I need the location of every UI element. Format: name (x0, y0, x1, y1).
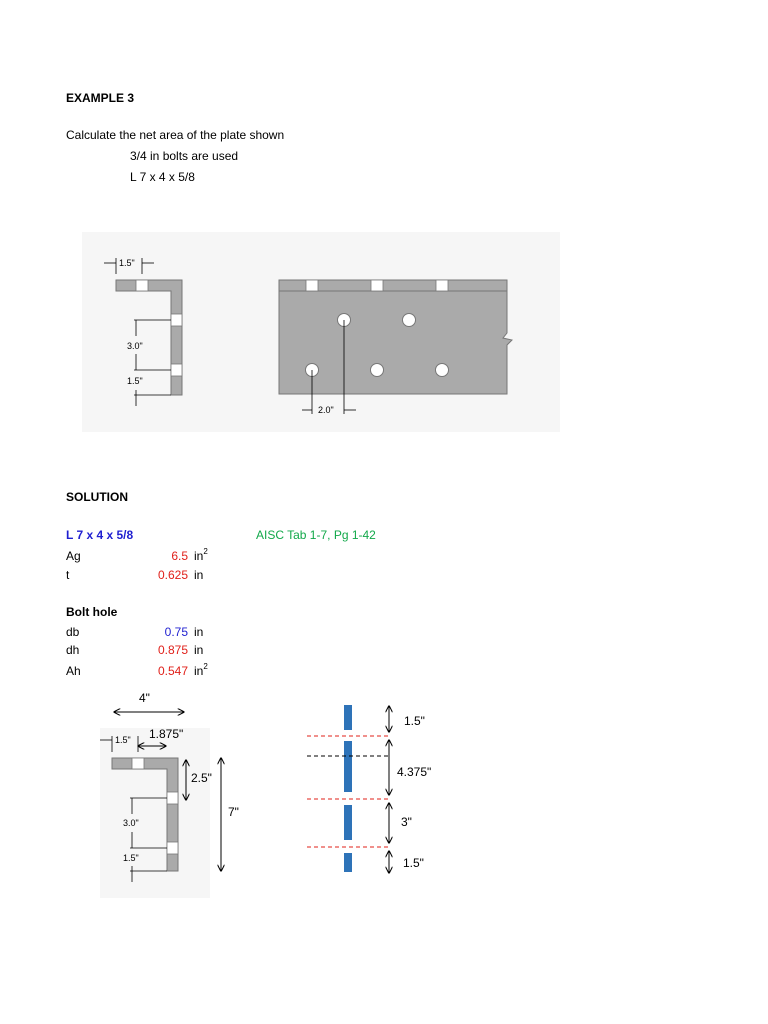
fig2-gauge-dim: 1.875" (149, 727, 184, 741)
bolt-spec: 3/4 in bolts are used (130, 149, 239, 163)
strip-dim-2: 4.375" (397, 765, 432, 779)
fig2-leg-dim: 2.5" (191, 771, 212, 785)
prop-ah-name: Ah (66, 664, 81, 678)
prop-ag-name: Ag (66, 549, 81, 563)
prop-ah-value: 0.547 (157, 664, 188, 678)
figure-1-angle-and-plate (0, 230, 768, 460)
bolt-hole-title: Bolt hole (66, 605, 118, 619)
fig1-dim-top: 1.5" (119, 258, 135, 268)
figure-3-hole-strip (0, 700, 768, 890)
solution-section-label: L 7 x 4 x 5/8 (66, 528, 134, 542)
prop-t-value: 0.625 (157, 568, 188, 582)
prop-dh-value: 0.875 (157, 643, 188, 657)
prop-ag-unit-sup: 2 (203, 547, 208, 556)
fig2-dim-top: 1.5" (115, 735, 131, 745)
fig1-dim-bottom: 1.5" (127, 376, 143, 386)
prop-db-name: db (66, 625, 80, 639)
problem-statement: Calculate the net area of the plate shown (66, 128, 285, 142)
strip-dim-4: 1.5" (403, 856, 424, 870)
example-title: EXAMPLE 3 (66, 91, 135, 105)
reference-label: AISC Tab 1-7, Pg 1-42 (256, 528, 376, 542)
prop-ah-unit-sup: 2 (203, 662, 208, 671)
strip-dim-1: 1.5" (404, 714, 425, 728)
prop-ag-unit-text: in (194, 549, 204, 563)
fig1-dim-mid: 3.0" (127, 341, 143, 351)
prop-ag-unit (194, 549, 208, 563)
fig2-dim-bottom: 1.5" (123, 853, 139, 863)
fig1-plate-dim: 2.0" (318, 405, 334, 415)
section-spec: L 7 x 4 x 5/8 (130, 170, 195, 184)
prop-ag-value: 6.5 (171, 549, 188, 563)
fig2-depth-dim: 7" (228, 805, 239, 819)
prop-ah-unit-text: in (194, 664, 204, 678)
prop-t-unit: in (194, 568, 204, 582)
fig2-dim-mid: 3.0" (123, 818, 139, 828)
solution-title: SOLUTION (66, 490, 128, 504)
prop-dh-name: dh (66, 643, 80, 657)
prop-db-value: 0.75 (164, 625, 188, 639)
prop-ah-unit (194, 664, 208, 678)
prop-db-unit: in (194, 625, 204, 639)
prop-t-name: t (66, 568, 70, 582)
strip-dim-3: 3" (401, 815, 412, 829)
prop-dh-unit: in (194, 643, 204, 657)
fig2-width-dim: 4" (139, 691, 150, 705)
